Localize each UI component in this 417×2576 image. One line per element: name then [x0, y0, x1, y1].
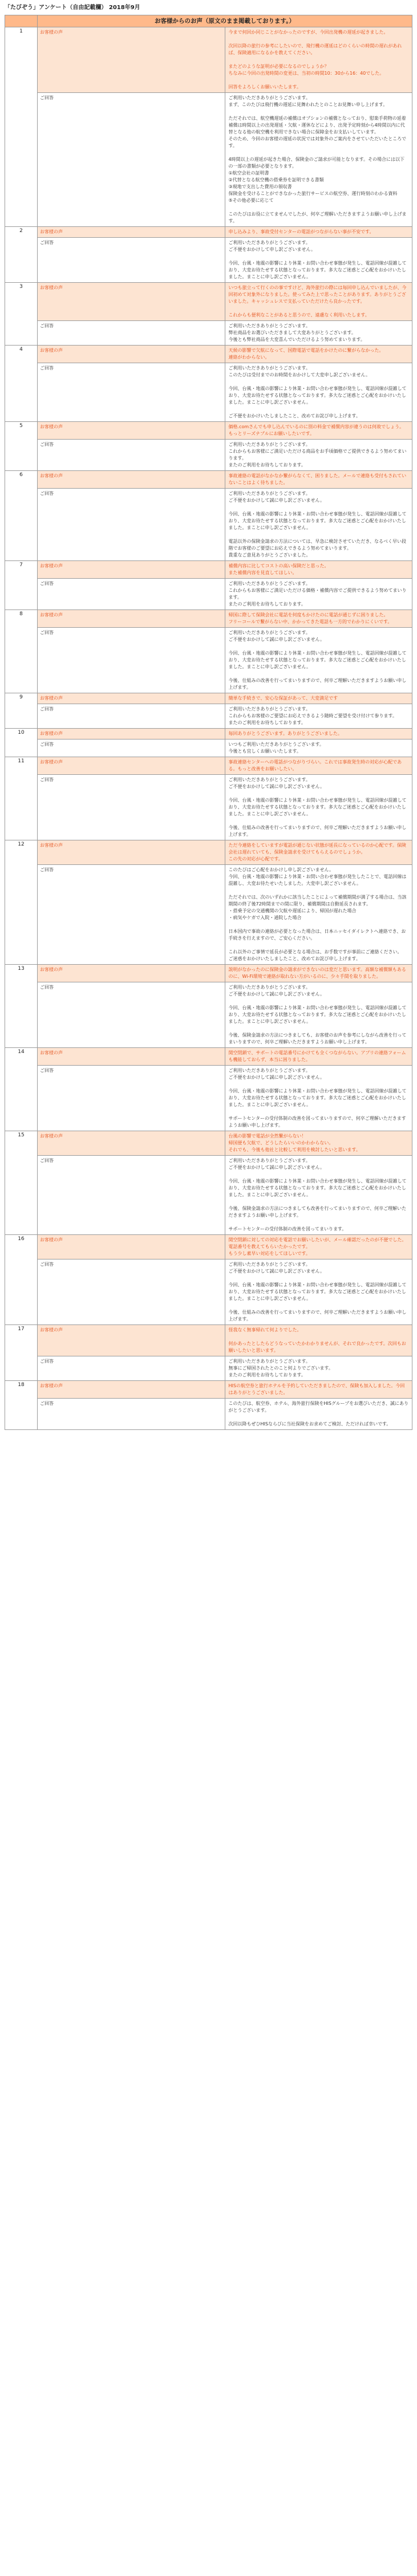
entry-number: 5 [5, 422, 38, 471]
table-header: お客様からのお声（原文のまま掲載しております。） [38, 15, 412, 27]
entry-number: 11 [5, 757, 38, 840]
reply-text: ご利用いただきありがとうございます。 ご不便をおかけして誠に申し訳ございません。 今回、台風・地震の影響により休業・お問い合わせ事態が発生し、電話回線が混雑しており、大変お待たせする状態となっております。多大なご迷惑とご心配をおかけいたしました。まことに申し訳ございません。 電話以外の保険金請求の方法については、早急に検討させていただき、なるべく早い段階でお客様のご要望にお応えできるよう努めてまいります。 貴重なご意見ありがとうございました。 [225, 489, 412, 561]
customer-voice-text: 事故連絡センターへの電話がつながりづらい。これでは事故発生時の対応が心配である。もっと改善をお願いしたい。 [225, 757, 412, 775]
customer-voice-text: 事故連絡の電話がなかなか繋がらなくて、困りました。メールで連絡も受付もされていないことはよく待ちました。 [225, 471, 412, 489]
voice-row [5, 610, 412, 628]
entry-number: 14 [5, 1048, 38, 1131]
customer-voice-text: 今まで何回か同じことがなかったのですが、今回出発機の遅延が起きました。 次回以降の旅行の参考にしたいので、飛行機の運延はどのくらいの時間の遅れがあれば、保険適用になるかを教えてください。 またどのような証明が必要になるのでしょうか？ ちなみに今回の出発時間の変更は、当初の時間10：30から16：40でした。 回答をよろしくお願いいたします。 [225, 27, 412, 93]
voice-row [5, 1325, 412, 1356]
entry-number: 10 [5, 729, 38, 757]
voice-label: お客様の声 [38, 561, 225, 579]
customer-voice-text: 台風の影響で電話が全然繋がらない！ 帰国便も欠航で、どうしたらいいのかわからない。 それでも、今後も他社と比較して利用を検討したいと思います。 [225, 1131, 412, 1156]
reply-row [5, 1156, 412, 1235]
entry-number: 3 [5, 283, 38, 346]
reply-label: ご回答 [38, 93, 225, 227]
reply-text: ご利用いただきありがとうございます。 ご不便をおかけして誠に申し訳ございません。 今回、台風・地震の影響により休業・お問い合わせ事態が発生し、電話回線が混雑しており、大変お待たせする状態となっております。多大なご迷惑とご心配をおかけいたしました。まことに申し訳ございません。 今後、仕組みの改善を行ってまいりますので、何卒ご理解いただきますようお願い申し上げます。 [225, 1259, 412, 1325]
reply-label: ご回答 [38, 1259, 225, 1325]
customer-voice-text: 帰国に際して保険会社に電話を何度もかけたのに電話が通じずに困りました。 フリーコールで繋がらない中、かかってきた電話も一方的でわかりにくいです。 [225, 610, 412, 628]
reply-row [5, 363, 412, 422]
voice-row [5, 283, 412, 321]
entry-number: 16 [5, 1235, 38, 1325]
entry-number: 6 [5, 471, 38, 561]
entry-number: 4 [5, 346, 38, 422]
voice-row [5, 346, 412, 363]
table-body [5, 27, 412, 1430]
voice-label: お客様の声 [38, 1381, 225, 1399]
entry-number: 7 [5, 561, 38, 610]
reply-text: ご利用いただきありがとうございます。 ご不便をおかけして誠に申し訳ございません。 今回、台風・地震の影響により休業・お問い合わせ事態が発生し、電話回線が混雑しており、大変お待たせする状態となっております。多大なご迷惑とご心配をおかけいたしました。まことに申し訳ございません。 今後、保険金請求の方法につきましても改善を行ってまいりますので、何卒ご理解いただきますようお願い申し上げます。 サポートセンターの受付体制の改善を図ってまいります。 [225, 1156, 412, 1235]
customer-voice-text: 価格.comさんでも申し込んでいるのに別の料金で補償内容が違うのは何故でしょう。 もっとリーズナブルにお願いしたいです。 [225, 422, 412, 440]
reply-text: ご利用いただきありがとうございます。 ご不便をおかけして誠に申し訳ございません。 今回、台風・地震の影響により休業・お問い合わせ事態が発生し、電話回線が混雑しており、大変お待たせする状態となっております。多大なご迷惑とご心配をおかけいたしました。まことに申し訳ございません。 今後、仕組みの改善を行ってまいりますので、何卒ご理解いただきますようお願い申し上げます。 [225, 628, 412, 693]
reply-label: ご回答 [38, 740, 225, 757]
reply-row [5, 238, 412, 283]
reply-text: ご利用いただきありがとうございます。 ご不便をおかけして申し訳ございません。 今回、台風・地震の影響により休業・お問い合わせ事態が発生し、電話回線が混雑しており、大変お待たせする状態となっております。多大なご迷惑とご心配をおかけいたしました。まことに申し訳ございません。 [225, 238, 412, 283]
reply-row [5, 865, 412, 965]
voice-label: お客様の声 [38, 840, 225, 865]
reply-label: ご回答 [38, 628, 225, 693]
reply-row [5, 628, 412, 693]
entry-number: 1 [5, 27, 38, 227]
header-row [5, 15, 412, 27]
survey-table [5, 15, 412, 1430]
reply-label: ご回答 [38, 440, 225, 471]
voice-label: お客様の声 [38, 610, 225, 628]
reply-text: ご利用いただきありがとうございます。 これからもお客様にご満足いただける価格・補償内容でご提供できるよう努めてまいります。 またのご利用をお待ちしております。 [225, 579, 412, 610]
customer-voice-text: 関空閉鎖で、サポートの電話番号にかけても全くつながらない。アプリの連絡フォームも機能しておらず、本当に困りました。 [225, 1048, 412, 1066]
voice-row [5, 965, 412, 982]
voice-row [5, 693, 412, 704]
reply-row [5, 1066, 412, 1131]
voice-label: お客様の声 [38, 1325, 225, 1356]
entry-number: 2 [5, 227, 38, 283]
customer-voice-text: いつも旅立って行くのの事ですけど、海外旅行の際には毎回申し込んでいましたが、今回初めて対象外になりました。使ってみた上で思ったことがあります。ありがとうございました。キャッシュレスで支払っていただけたら良かったです。 これからも便利なことがあると思うので、遠慮なく利用いたします。 [225, 283, 412, 321]
reply-text: ご利用いただきありがとうございます。 このたびは受付までのお時間をおかけして大変申し訳ございません。 今回、台風・地震の影響により休業・お問い合わせ事態が発生し、電話回線が混雑しており、大変お待たせする状態となっております。多大なご迷惑とご心配をおかけいたしました。まことに申し訳ございません。 ご不便をおかけいたしましたこと、改めてお詫び申し上げます。 [225, 363, 412, 422]
reply-text: このたびは、航空券、ホテル、海外旅行保険をHISグループをお選びいただき、誠にありがとうございます。 次回以降もぜひHISならびに当社保険をお求めてご検討、ただければ幸いです。 [225, 1399, 412, 1430]
reply-row [5, 489, 412, 561]
reply-label: ご回答 [38, 1356, 225, 1381]
reply-label: ご回答 [38, 865, 225, 965]
reply-text: ご利用いただきありがとうございます。 ご不便をおかけして誠に申し訳ございません。 今回、台風・地震の影響により休業・お問い合わせ事態が発生し、電話回線が混雑しており、大変お待たせする状態となっております。多大なご迷惑とご心配をおかけいたしました。まことに申し訳ございません。 今後、保険金請求の方法につきましても、お客様のお声を参考にしながら改善を行ってまいりますので、何卒ご理解いただきますようお願い申し上げます。 [225, 982, 412, 1048]
reply-row [5, 440, 412, 471]
voice-label: お客様の声 [38, 757, 225, 775]
reply-label: ご回答 [38, 238, 225, 283]
reply-text: ご利用いただきありがとうございます。 ご不便をおかけして誠に申し訳ございません。 今回、台風・地震の影響により休業・お問い合わせ事態が発生し、電話回線が混雑しており、大変お待たせする状態となっております。多大なご迷惑とご心配をおかけいたしました。まことに申し訳ございません。 今後、仕組みの改善を行ってまいりますので、何卒ご理解いただきますようお願い申し上げます。 [225, 775, 412, 840]
reply-row [5, 321, 412, 346]
reply-label: ご回答 [38, 775, 225, 840]
customer-voice-text: 天候の影響で欠航になって、国際電話で電話をかけたのに繋がらなかった。 連絡がわからない。 [225, 346, 412, 363]
entry-number: 18 [5, 1381, 38, 1430]
reply-label: ご回答 [38, 704, 225, 729]
voice-row [5, 729, 412, 740]
voice-label: お客様の声 [38, 471, 225, 489]
voice-label: お客様の声 [38, 27, 225, 93]
reply-text: ご利用いただきありがとうございます。 これからもお客様にご満足いただける商品をお手頃価格でご提供できるよう努めてまいります。 またのご利用をお待ちしております。 [225, 440, 412, 471]
voice-row [5, 471, 412, 489]
voice-label: お客様の声 [38, 283, 225, 321]
entry-number: 17 [5, 1325, 38, 1381]
reply-label: ご回答 [38, 363, 225, 422]
reply-row [5, 93, 412, 227]
voice-label: お客様の声 [38, 729, 225, 740]
entry-number: 13 [5, 965, 38, 1048]
voice-label: お客様の声 [38, 1131, 225, 1156]
entry-number: 8 [5, 610, 38, 693]
entry-number: 12 [5, 840, 38, 965]
reply-row [5, 982, 412, 1048]
reply-label: ご回答 [38, 321, 225, 346]
entry-number: 9 [5, 693, 38, 729]
voice-label: お客様の声 [38, 346, 225, 363]
customer-voice-text: 怪我なく無事帰れて何よりでした。 何かあったとしたらどうなっていたかわかりませんが、それで良かったです。次回もお願いしたいと思います。 [225, 1325, 412, 1356]
voice-label: お客様の声 [38, 1048, 225, 1066]
customer-voice-text: 補償内容に比してコストの高い保険だと思った。 また補償内容を見直してほしい。 [225, 561, 412, 579]
reply-text: ご利用いただきありがとうございます。 まず、このたびは飛行機の遅延に見舞われたとのことお見舞い申し上げます。 ただそれでは、航空機遅延の補償はオプションの補償となっており、慰楽手荷物の延着補償は時間以上の出発遅延・欠航・運休などにより、出発予定時刻から4時間以内に代替となる他の航空機を利用できない場合に保障金をお支払いしています。 そのため、今回のお客様の遅延の状況では対象外のご案内をさせていただいたところです。 4時間以上の遅延が起きた場合、保険金のご請求が可能となります。その場合には以下の一部の書類が必要となります。 ①航空会社の証明書 ②代替となる航空機の搭乗券を証明できる書類 ③現地で支出した費用の領収書 保険金を受けることができなかった旅行サービスの航空券、運行時刻のわかる資料 ⑤その他必要に応じて このたびはお役に立てませんでしたが、何卒ご理解いただきますようお願い申し上げます。 [225, 93, 412, 227]
reply-row [5, 775, 412, 840]
reply-label: ご回答 [38, 1399, 225, 1430]
customer-voice-text: ただ今連絡をしていますが電話が通じない状態が延長になっているのか心配です。保険会社は遅れていても、保険金請求を受けてもらえるのでしょうか。 この先の対応が心配です。 [225, 840, 412, 865]
customer-voice-text: 毎回ありがとうございます。ありがとうございました。 [225, 729, 412, 740]
voice-label: お客様の声 [38, 1235, 225, 1259]
voice-row [5, 227, 412, 238]
reply-row [5, 1399, 412, 1430]
customer-voice-text: 説明がなかったのに保険金の請求ができないのは変だと思います。高額な補償額もあるのに、Wi-Fi環境で連絡が取れない方がいるのに、少々手間を取りました。 [225, 965, 412, 982]
reply-row [5, 740, 412, 757]
reply-text: いつもご利用いただきありがとうございます。 今後とも宜しくお願いいたします。 [225, 740, 412, 757]
entry-number: 15 [5, 1131, 38, 1235]
voice-label: お客様の声 [38, 693, 225, 704]
reply-row [5, 579, 412, 610]
reply-text: このたびはご心配をおかけし申し訳ございません。 今回、台風・地震の影響により休業・お問い合わせ事態が発生したことで、電話回線は混雑し、大変お待たせいたしました。大変申し訳ございません。 ただそれでは、次のいずれかに該当したことによって補償期間が満了する場合は、当該期間の終了後72時間までの間に限り、補償期間は自動延長されます。 ・搭乗予定の交通機関の欠航や遅延により、帰国が遅れた場合 ・病気やケガで入院・通院した場合 日本国内で事故の連絡が必要となった場合は、日本ニッセイダイレクトへ連絡でき、お手続きを行えますので、ご安心ください。 これ以外のご事情で延長が必要となる場合は、お手数ですが事前にご連絡ください。 ご迷惑をおかけいたしましたこと、改めてお詫び申し上げます。 [225, 865, 412, 965]
reply-label: ご回答 [38, 579, 225, 610]
customer-voice-text: 関空閉鎖に対しての対応を電話でお願いしたいが、メール確認だったのが不便でした。電話番号を教えてもらいたかったです。 もう少し素早い対応をしてほしいです。 [225, 1235, 412, 1259]
voice-row [5, 1381, 412, 1399]
customer-voice-text: 申し込みより、事故受付センターの電話がつながらない事が不安です。 [225, 227, 412, 238]
voice-row [5, 27, 412, 93]
reply-row [5, 1356, 412, 1381]
voice-row [5, 757, 412, 775]
voice-label: お客様の声 [38, 422, 225, 440]
voice-row [5, 1235, 412, 1259]
reply-row [5, 1259, 412, 1325]
document-title: 「たびぞう」アンケート（自由記載欄） 2018年9月 [5, 5, 140, 11]
voice-row [5, 422, 412, 440]
reply-text: ご利用いただきありがとうございます。 弊社商品をお選びいただきまして大変ありがとうございます。 今後とも弊社商品を大変喜んでいただけるよう努めてまいります。 [225, 321, 412, 346]
reply-text: ご利用いただきありがとうございます。 これからもお客様のご要望にお応えできるよう随時ご要望を受け付けて参ります。 またのご利用をお待ちしております。 [225, 704, 412, 729]
voice-row [5, 1048, 412, 1066]
reply-row [5, 704, 412, 729]
reply-label: ご回答 [38, 982, 225, 1048]
reply-label: ご回答 [38, 1156, 225, 1235]
reply-text: ご利用いただきありがとうございます。 ご不便をおかけして誠に申し訳ございません。 今回、台風・地震の影響により休業・お問い合わせ事態が発生し、電話回線が混雑しており、大変お待たせする状態となっております。多大なご迷惑とご心配をおかけいたしました。まことに申し訳ございません。 サポートセンターの受付体制の改善を図ってまいりますので、何卒ご理解いただきますようお願い申し上げます。 [225, 1066, 412, 1131]
voice-row [5, 561, 412, 579]
voice-row [5, 1131, 412, 1156]
customer-voice-text: 簡単な手続きで、安心な保証があって、大変満足です [225, 693, 412, 704]
voice-label: お客様の声 [38, 965, 225, 982]
header-number-cell [5, 15, 38, 27]
reply-text: ご利用いただきありがとうございます。 無事にご帰国されたとのこと何よりでございます。 またのご利用をお待ちしております。 [225, 1356, 412, 1381]
customer-voice-text: HISの航空券と旅行ホテルを予約していただきましたので、保険も加入しました。今回はありがとうございました。 [225, 1381, 412, 1399]
voice-row [5, 840, 412, 865]
voice-label: お客様の声 [38, 227, 225, 238]
reply-label: ご回答 [38, 489, 225, 561]
reply-label: ご回答 [38, 1066, 225, 1131]
